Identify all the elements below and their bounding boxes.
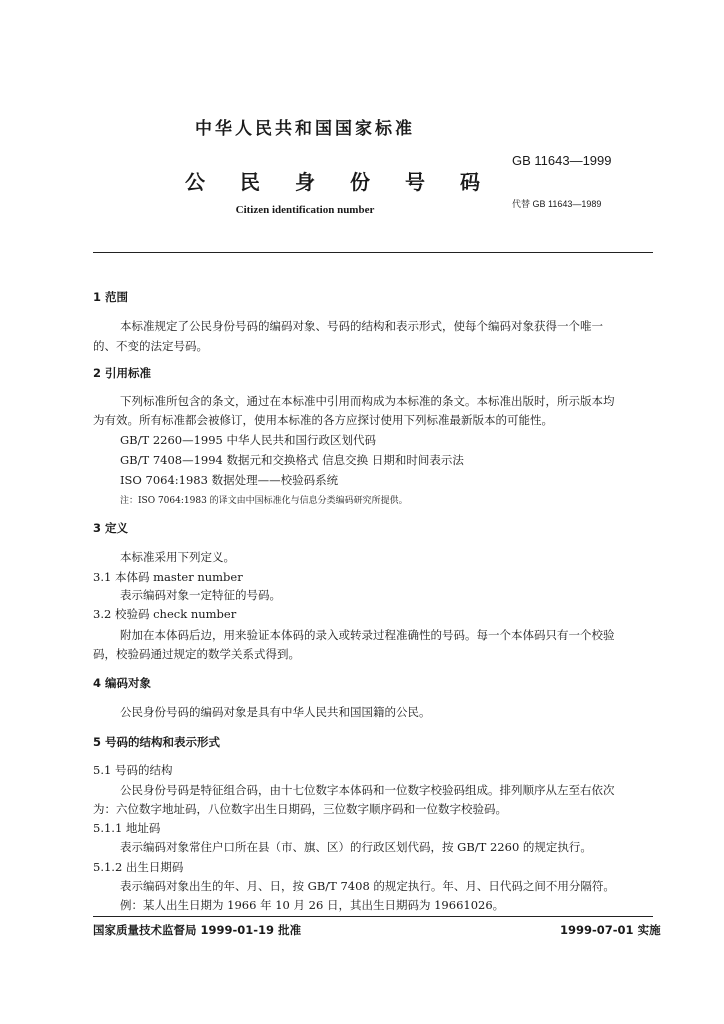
section-3-heading: 3 定义	[93, 521, 129, 535]
approval-date: 国家质量技术监督局 1999-01-19 批准	[93, 923, 302, 937]
section-3-1-heading: 3.1 本体码 master number	[93, 570, 243, 584]
reference-gb-2260: GB/T 2260—1995 中华人民共和国行政区划代码	[120, 433, 377, 447]
section-3-1-paragraph: 表示编码对象一定特征的号码。	[120, 588, 281, 602]
section-2-paragraph: 下列标准所包含的条文，通过在本标准中引用而构成为本标准的条文。本标准出版时，所示版本均	[120, 394, 615, 408]
replaces-standard: 代替 GB 11643—1989	[512, 199, 602, 209]
section-1-heading: 1 范围	[93, 290, 129, 304]
header-divider	[93, 252, 653, 253]
section-3-paragraph: 本标准采用下列定义。	[120, 550, 235, 564]
section-5-1-2-example: 例：某人出生日期为 1966 年 10 月 26 日，其出生日期码为 19661026。	[120, 898, 505, 912]
section-3-2-paragraph: 附加在本体码后边，用来验证本体码的录入或转录过程准确性的号码。每一个本体码只有一个校验	[120, 628, 615, 642]
standard-code: GB 11643—1999	[512, 153, 612, 168]
reference-iso-7064: ISO 7064:1983 数据处理——校验码系统	[120, 473, 339, 487]
section-5-1-heading: 5.1 号码的结构	[93, 763, 173, 777]
section-1-paragraph: 本标准规定了公民身份号码的编码对象、号码的结构和表示形式，使每个编码对象获得一个唯一	[120, 319, 603, 333]
section-4-heading: 4 编码对象	[93, 676, 152, 690]
section-5-1-2-heading: 5.1.2 出生日期码	[93, 860, 184, 874]
section-3-2-paragraph-cont: 码，校验码通过规定的数学关系式得到。	[93, 647, 300, 661]
document-title: 公民身份号码	[185, 170, 515, 194]
english-title: Citizen identification number	[235, 204, 375, 216]
section-1-paragraph-cont: 的、不变的法定号码。	[93, 339, 208, 353]
section-5-1-1-heading: 5.1.1 地址码	[93, 821, 161, 835]
section-2-heading: 2 引用标准	[93, 366, 152, 380]
section-5-1-1-paragraph: 表示编码对象常住户口所在县（市、旗、区）的行政区划代码，按 GB/T 2260 的规定执行。	[120, 840, 592, 854]
section-2-note: 注：ISO 7064:1983 的译文由中国标准化与信息分类编码研究所提供。	[120, 496, 408, 506]
section-4-paragraph: 公民身份号码的编码对象是具有中华人民共和国国籍的公民。	[120, 705, 431, 719]
section-3-2-heading: 3.2 校验码 check number	[93, 607, 237, 621]
section-5-1-paragraph: 公民身份号码是特征组合码，由十七位数字本体码和一位数字校验码组成。排列顺序从左至右依次	[120, 783, 615, 797]
national-standard-title: 中华人民共和国国家标准	[195, 119, 415, 139]
section-5-heading: 5 号码的结构和表示形式	[93, 735, 221, 749]
section-5-1-2-paragraph: 表示编码对象出生的年、月、日，按 GB/T 7408 的规定执行。年、月、日代码之间不用分隔符。	[120, 879, 615, 893]
reference-gb-7408: GB/T 7408—1994 数据元和交换格式 信息交换 日期和时间表示法	[120, 453, 464, 467]
footer-divider	[93, 916, 653, 917]
section-5-1-paragraph-cont: 为：六位数字地址码，八位数字出生日期码，三位数字顺序码和一位数字校验码。	[93, 802, 507, 816]
effective-date: 1999-07-01 实施	[560, 923, 661, 937]
section-2-paragraph-cont: 为有效。所有标准都会被修订，使用本标准的各方应探讨使用下列标准最新版本的可能性。	[93, 413, 553, 427]
